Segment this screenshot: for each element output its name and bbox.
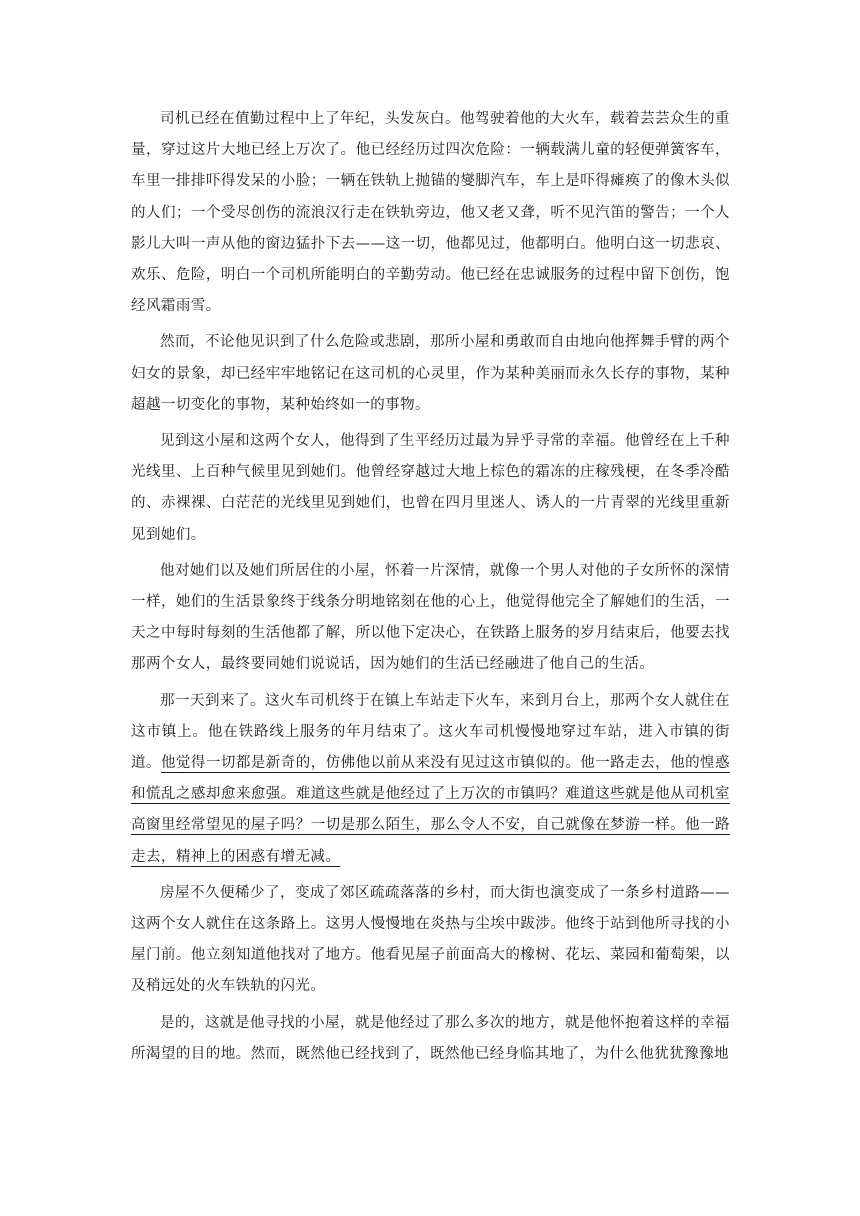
underlined-passage: 他觉得一切都是新奇的，仿佛他以前从来没有见过这市镇似的。他一路走去，他的惶惑和慌乱之感却愈来愈强。难道这些就是他经过了上万次的市镇吗？难道这些就是他从司机室高窗里经常望见的屋子吗？一切是那么陌生，那么令人不安，自己就像在梦游一样。他一路走去，精神上的困惑有增无减。: [131, 755, 730, 865]
paragraph-5-plain-text: 那一天到来了。这火车司机终于在镇上车站走下火车，来到月台上，那两个女人就住在这市镇上。他在铁路线上服务的年月结束了。这火车司机慢慢地穿过车站，进入市镇的街道。: [131, 692, 730, 772]
paragraph-5: [131, 686, 730, 873]
paragraph-7: 是的，这就是他寻找的小屋，就是他经过了那么多次的地方，就是他怀抱着这样的幸福所渴望的目的地。然而，既然他已经找到了，既然他已经身临其地了，为什么他犹犹豫豫地: [131, 1014, 730, 1062]
paragraph-3: 见到这小屋和这两个女人，他得到了生平经历过最为异乎寻常的幸福。他曾经在上千种光线里、上百种气候里见到她们。他曾经穿越过大地上棕色的霜冻的庄稼残梗，在冬季冷酷的、赤裸裸、白茫茫的光线里见到她们，也曾在四月里迷人、诱人的一片青翠的光线里重新见到她们。: [131, 433, 730, 543]
paragraph-6: 房屋不久便稀少了，变成了郊区疏疏落落的乡村，而大街也演变成了一条乡村道路——这两个女人就住在这条路上。这男人慢慢地在炎热与尘埃中跋涉。他终于站到他所寻找的小屋门前。他立刻知道他找对了地方。他看见屋子前面高大的橡树、花坛、菜园和葡萄架，以及稍远处的火车铁轨的闪光。: [131, 884, 730, 995]
document-body: [131, 104, 730, 1075]
paragraph-2: 然而，不论他见识到了什么危险或悲剧，那所小屋和勇敢而自由地向他挥舞手臂的两个妇女的景象，却已经牢牢地铭记在这司机的心灵里，作为某种美丽而永久长存的事物，某种超越一切变化的事物，某种始终如一的事物。: [131, 334, 730, 413]
paragraph-4: 他对她们以及她们所居住的小屋，怀着一片深情，就像一个男人对他的子女所怀的深情一样，她们的生活景象终于线条分明地铭刻在他的心上，他觉得他完全了解她们的生活，一天之中每时每刻的生活他都了解，所以他下定决心，在铁路上服务的岁月结束后，他要去找那两个女人，最终要同她们说说话，因为她们的生活已经融进了他自己的生活。: [131, 562, 730, 673]
paragraph-1: 司机已经在值勤过程中上了年纪，头发灰白。他驾驶着他的大火车，载着芸芸众生的重量，穿过这片大地已经上万次了。他已经经历过四次危险：一辆载满儿童的轻便弹簧客车，车里一排排吓得发呆的小脸；一辆在铁轨上抛锚的燮脚汽车，车上是吓得瘫痪了的像木头似的人们；一个受尽创伤的流浪汉行走在铁轨旁边，他又老又聋，听不见汽笛的警告；一个人影儿大叫一声从他的窗边猛扑下去——这一切，他都见过，他都明白。他明白这一切悲哀、欢乐、危险，明白一个司机所能明白的辛勤劳动。他已经在忠诚服务的过程中留下创伤，饱经风霜雨雪。: [131, 111, 730, 315]
